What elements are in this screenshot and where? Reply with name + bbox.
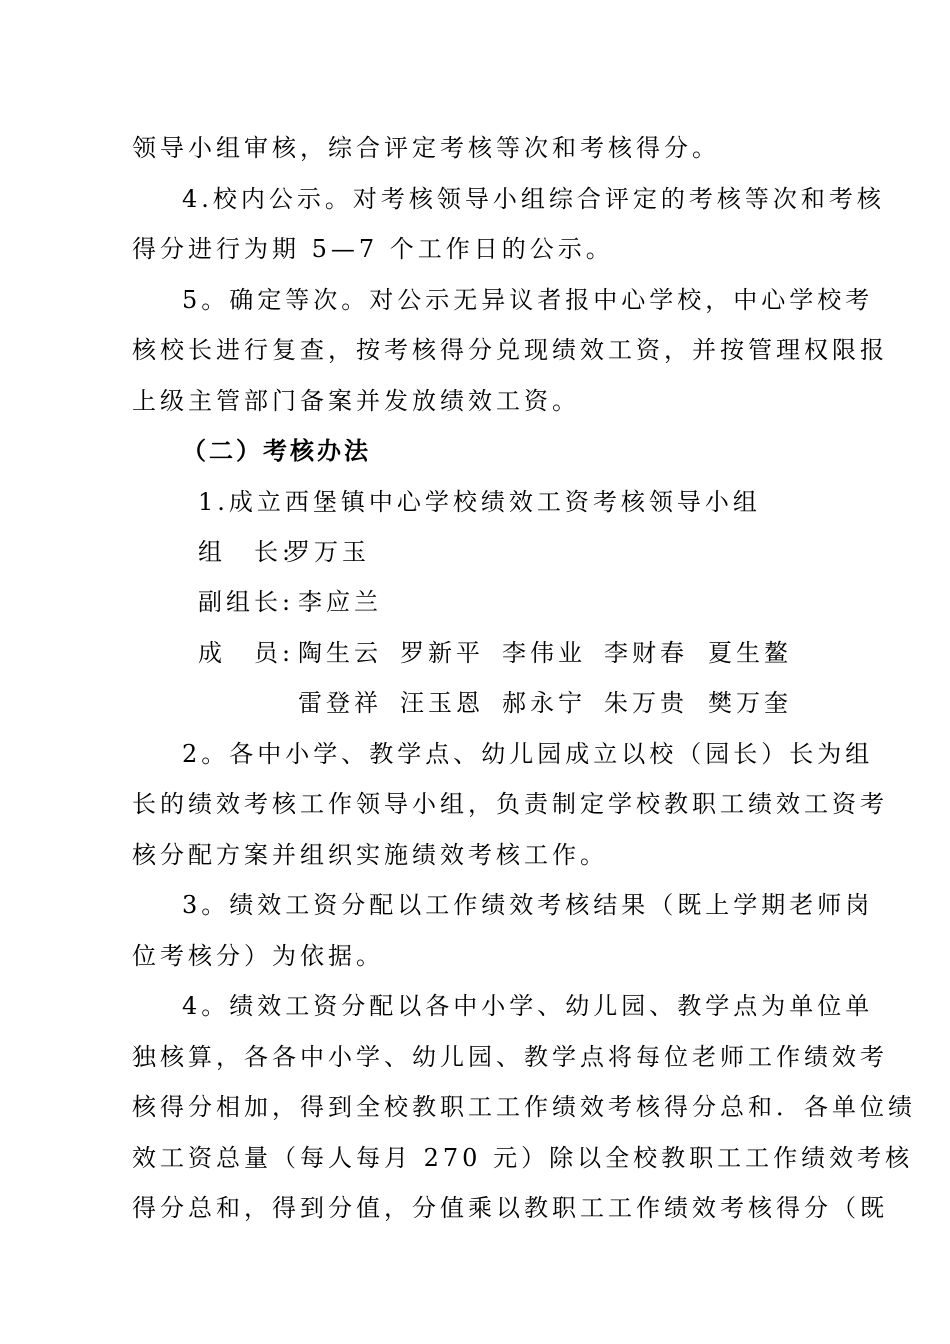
leader-name: 罗万玉 (286, 538, 370, 566)
paragraph-line: 4。绩效工资分配以各中小学、幼儿园、教学点为单位单 (182, 992, 874, 1020)
paragraph-line: 得分进行为期 5—7 个工作日的公示。 (132, 235, 614, 263)
member-name: 李伟业 (502, 639, 586, 667)
paragraph-line: 核校长进行复查，按考核得分兑现绩效工资，并按管理权限报 (132, 336, 888, 364)
member-name: 李财春 (604, 639, 688, 667)
paragraph-line: 位考核分）为依据。 (132, 942, 384, 970)
paragraph-line: 得分总和，得到分值，分值乘以教职工工作绩效考核得分（既 (132, 1194, 888, 1222)
paragraph-line: 效工资总量（每人每月 270 元）除以全校教职工工作绩效考核 (132, 1144, 914, 1172)
section-heading: （二）考核办法 (182, 436, 371, 465)
leader-label: 组 长: (198, 538, 295, 566)
deputy-name: 李应兰 (298, 588, 382, 616)
paragraph-line: 5。确定等次。对公示无异议者报中心学校，中心学校考 (182, 286, 874, 314)
member-name: 郝永宁 (502, 689, 586, 717)
paragraph-line: 3。绩效工资分配以工作绩效考核结果（既上学期老师岗 (182, 891, 874, 919)
member-name: 雷登祥 (298, 689, 382, 717)
paragraph-line: 长的绩效考核工作领导小组，负责制定学校教职工绩效工资考 (132, 790, 888, 818)
deputy-label: 副组长: (198, 588, 295, 616)
member-name: 陶生云 (298, 639, 382, 667)
member-name: 夏生鳌 (708, 639, 792, 667)
members-label: 成 员: (198, 639, 295, 667)
member-name: 朱万贵 (604, 689, 688, 717)
paragraph-line: 独核算，各各中小学、幼儿园、教学点将每位老师工作绩效考 (132, 1043, 888, 1071)
paragraph-line: 2。各中小学、教学点、幼儿园成立以校（园长）长为组 (182, 740, 874, 768)
member-name: 樊万奎 (708, 689, 792, 717)
item-heading: 1.成立西堡镇中心学校绩效工资考核领导小组 (198, 488, 761, 516)
member-name: 汪玉恩 (400, 689, 484, 717)
member-name: 罗新平 (400, 639, 484, 667)
paragraph-line: 领导小组审核，综合评定考核等次和考核得分。 (132, 134, 720, 162)
paragraph-line: 上级主管部门备案并发放绩效工资。 (132, 387, 580, 415)
paragraph-line: 4.校内公示。对考核领导小组综合评定的考核等次和考核 (182, 185, 885, 213)
paragraph-line: 核得分相加，得到全校教职工工作绩效考核得分总和．各单位绩 (132, 1093, 916, 1121)
paragraph-line: 核分配方案并组织实施绩效考核工作。 (132, 841, 608, 869)
